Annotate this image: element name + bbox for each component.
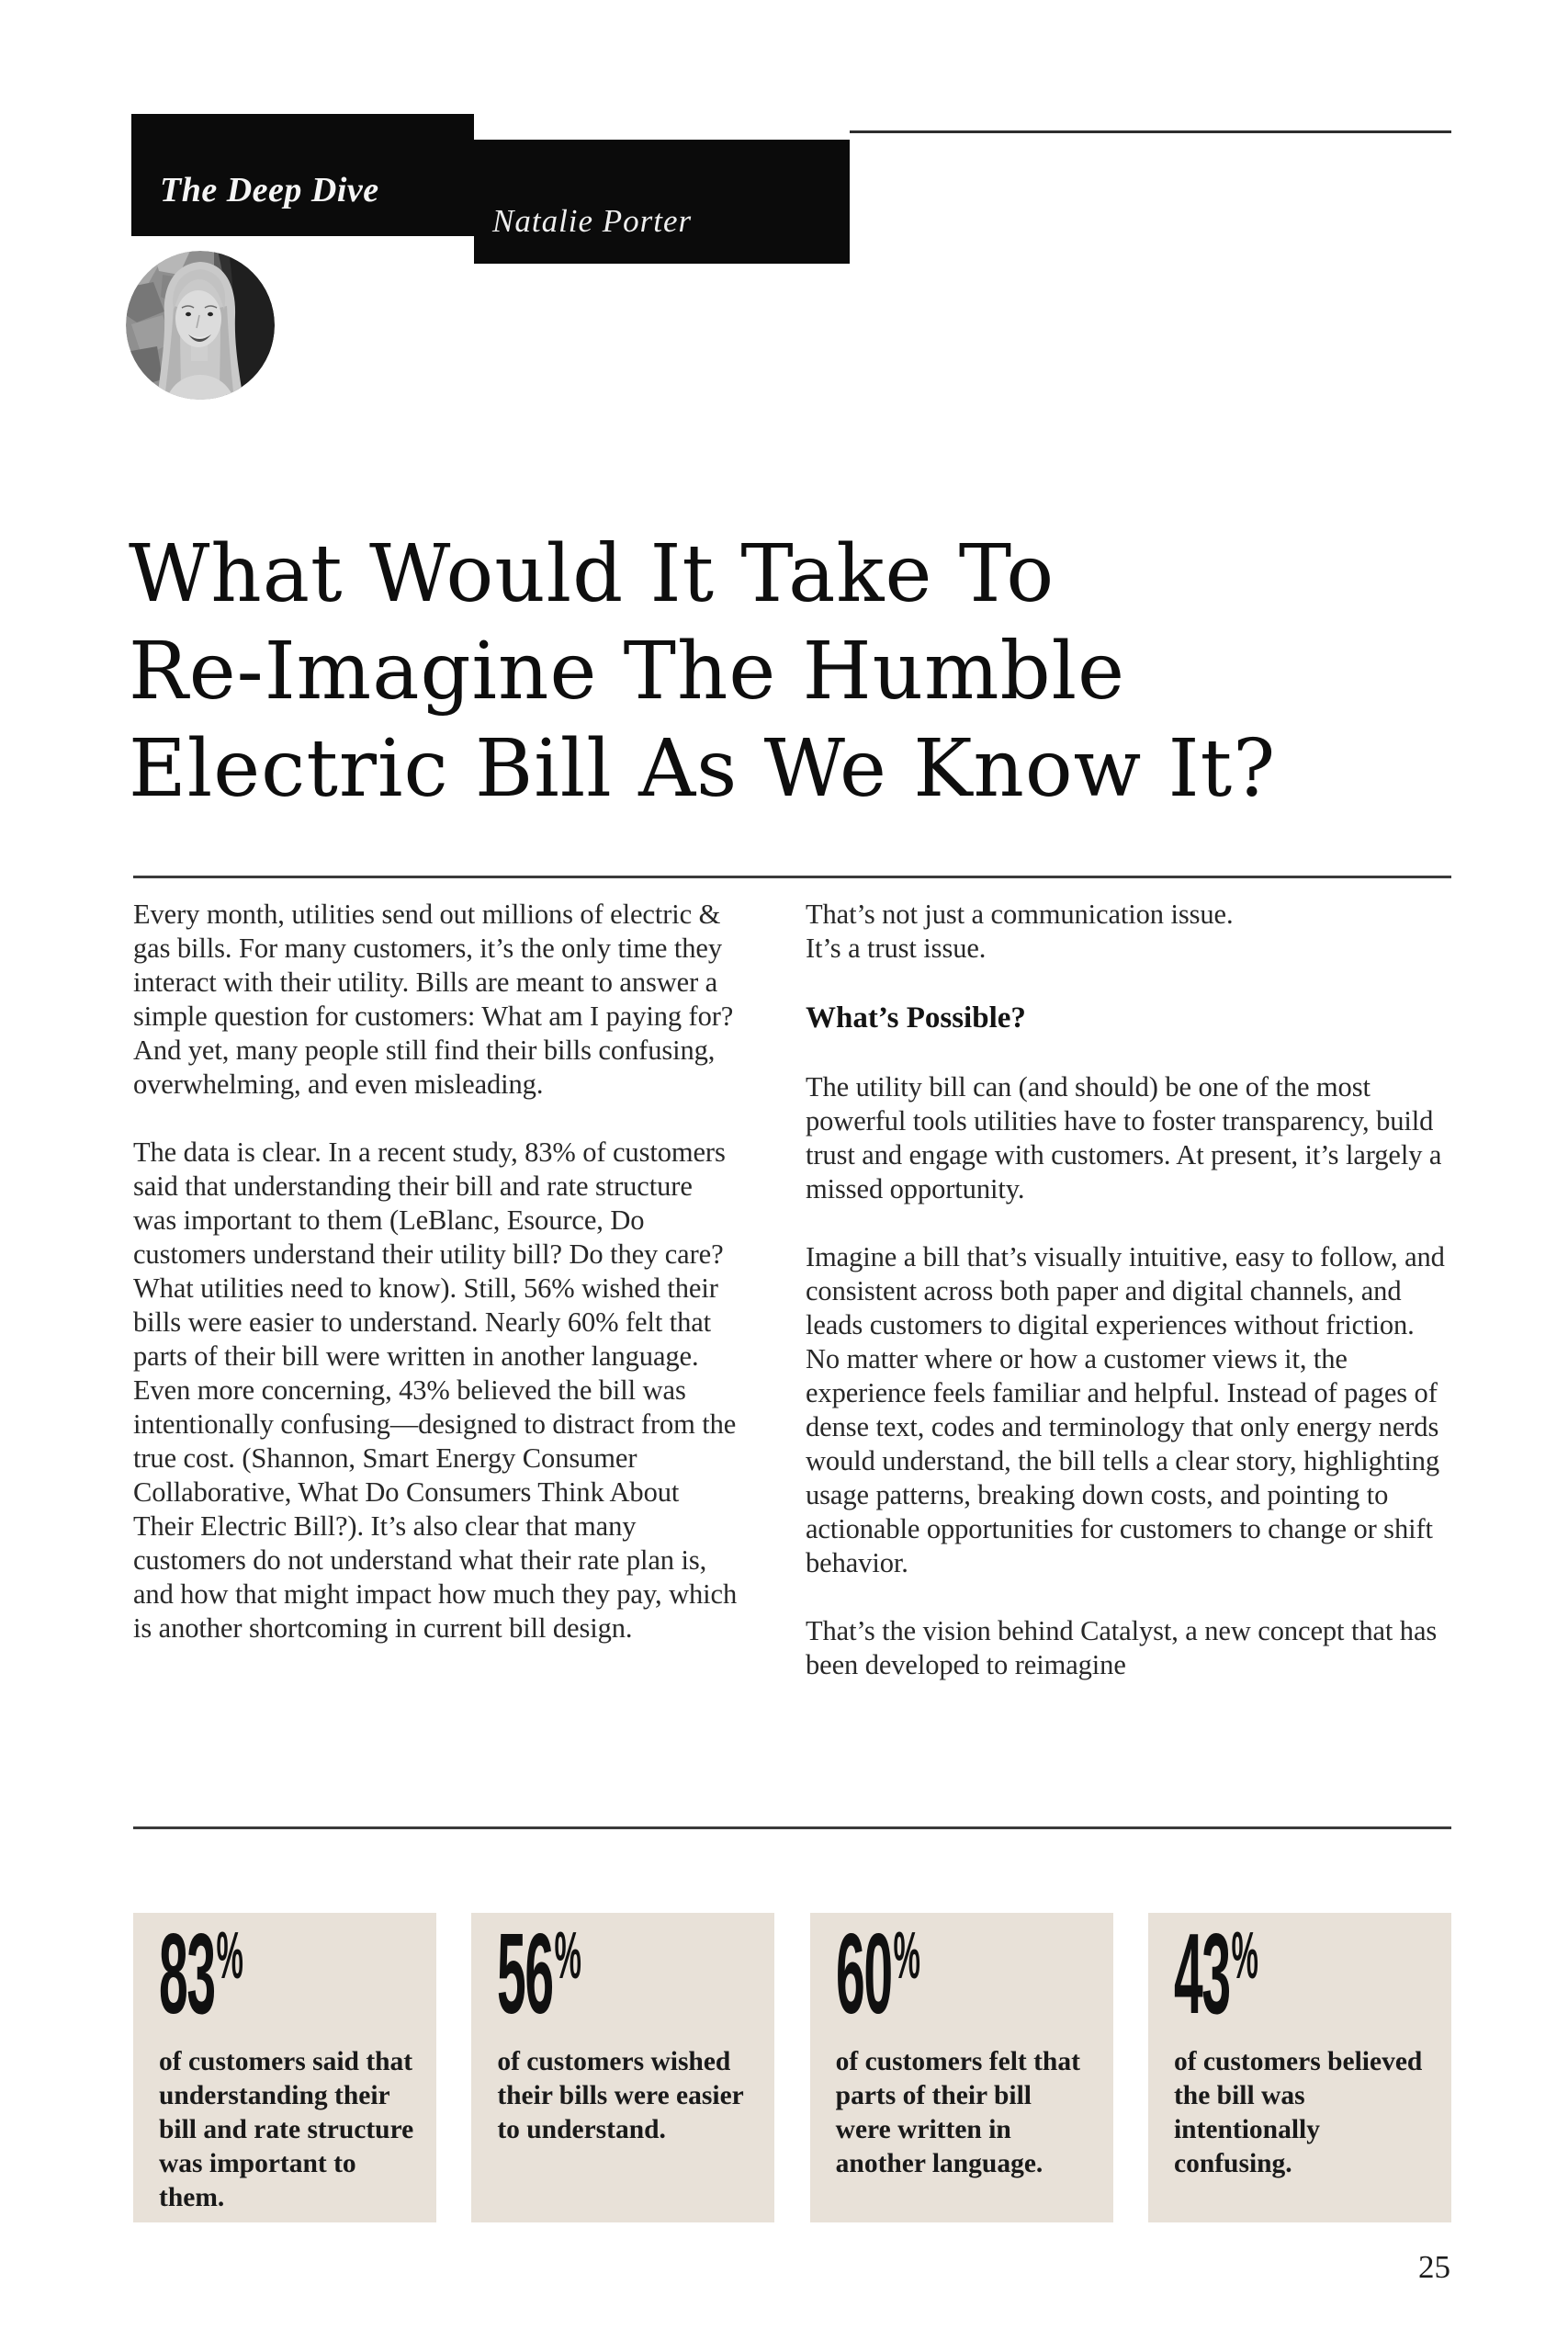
stat-value: 43 (1173, 1911, 1230, 2038)
stat-card-56 (471, 1913, 774, 2222)
author-photo-graphic (126, 251, 275, 400)
stat-number-group (497, 1911, 582, 2038)
divider-above-body (133, 876, 1451, 878)
section-kicker-box (131, 114, 474, 236)
stat-number-group (159, 1911, 243, 2038)
right-paragraph-1 (806, 898, 1451, 966)
byline-author: Natalie Porter (492, 203, 693, 239)
stat-figure (497, 1911, 752, 2038)
left-paragraph-1: Every month, utilities send out millions of electric & gas bills. For many customers, it’s the only time they interact with their utility. Bills are meant to answer a simple question for customers: What am I paying for? And yet, many people still find their bills confusing, overwhelming, and even misleading. (133, 899, 734, 1100)
stat-card-60 (810, 1913, 1113, 2222)
author-portrait (126, 251, 275, 400)
title-line-3: Electric Bill As We Know It? (129, 723, 1277, 815)
left-column (133, 898, 739, 1716)
stat-caption: of customers felt that parts of their bill were written in another language. (835, 2047, 1080, 2178)
stat-value: 60 (835, 1911, 892, 2038)
divider-above-stats (133, 1826, 1451, 1829)
page-number: 25 (1418, 2249, 1450, 2285)
header-rule (850, 130, 1451, 133)
percent-sign: % (893, 1919, 920, 1993)
article-body (133, 898, 1451, 1716)
stat-caption: of customers said that understanding their bill and rate structure was important to them. (159, 2047, 414, 2212)
stat-number-group (1173, 1911, 1258, 2038)
right-p1-line-2: It’s a trust issue. (806, 933, 987, 964)
stat-card-83 (133, 1913, 436, 2222)
percent-sign: % (216, 1919, 243, 1993)
stat-figure (835, 1911, 1091, 2038)
right-paragraph-2: The utility bill can (and should) be one of the most powerful tools utilities have to foster transparency, build trust and engage with customers. At present, it’s largely a missed opportunity. (806, 1071, 1442, 1204)
stats-row (133, 1913, 1451, 2222)
left-paragraph-2: The data is clear. In a recent study, 83% of customers said that understanding their bill and rate structure was important to them (LeBlanc, Esource, Do customers understand their utility bill? Do they care? What utilities need to know). Still, 56% wished their bills were easier to understand. Nearly 60% felt that parts of their bill were written in another language. Even more concerning, 43% believed the bill was intentionally confusing—designed to distract from the true cost. (Shannon, Smart Energy Consumer Collaborative, What Do Consumers Think About Their Electric Bill?). It’s also clear that many customers do not understand what their rate plan is, and how that might impact how much they pay, which is another shortcoming in current bill design. (133, 1136, 738, 1644)
stat-caption: of customers believed the bill was intentionally confusing. (1173, 2047, 1423, 2178)
right-column (806, 898, 1451, 1716)
percent-sign: % (554, 1919, 582, 1993)
section-kicker-label: The Deep Dive (160, 171, 379, 209)
stat-value: 56 (497, 1911, 554, 2038)
section-subheading: What’s Possible? (806, 1001, 1026, 1035)
title-line-1: What Would It Take To (129, 528, 1055, 620)
byline-box (474, 140, 850, 264)
article-title (129, 526, 1461, 818)
title-line-2: Re-Imagine The Humble (129, 626, 1126, 718)
stat-card-43 (1148, 1913, 1451, 2222)
stat-caption: of customers wished their bills were easier to understand. (497, 2047, 744, 2144)
right-p1-line-1: That’s not just a communication issue. (806, 899, 1234, 930)
right-paragraph-4: That’s the vision behind Catalyst, a new concept that has been developed to reimagine (806, 1615, 1438, 1680)
percent-sign: % (1231, 1919, 1258, 1993)
stat-figure (159, 1911, 414, 2038)
stat-figure (1173, 1911, 1429, 2038)
right-paragraph-3: Imagine a bill that’s visually intuitive, easy to follow, and consistent across both paper and digital channels, and leads customers to digital experiences without friction. No matter where or how a customer views it, the experience feels familiar and helpful. Instead of pages of dense text, codes and terminology that only energy nerds would understand, the bill tells a clear story, highlighting usage patterns, breaking down costs, and pointing to actionable opportunities for customers to change or shift behavior. (806, 1241, 1445, 1578)
stat-value: 83 (159, 1911, 215, 2038)
stat-number-group (835, 1911, 920, 2038)
